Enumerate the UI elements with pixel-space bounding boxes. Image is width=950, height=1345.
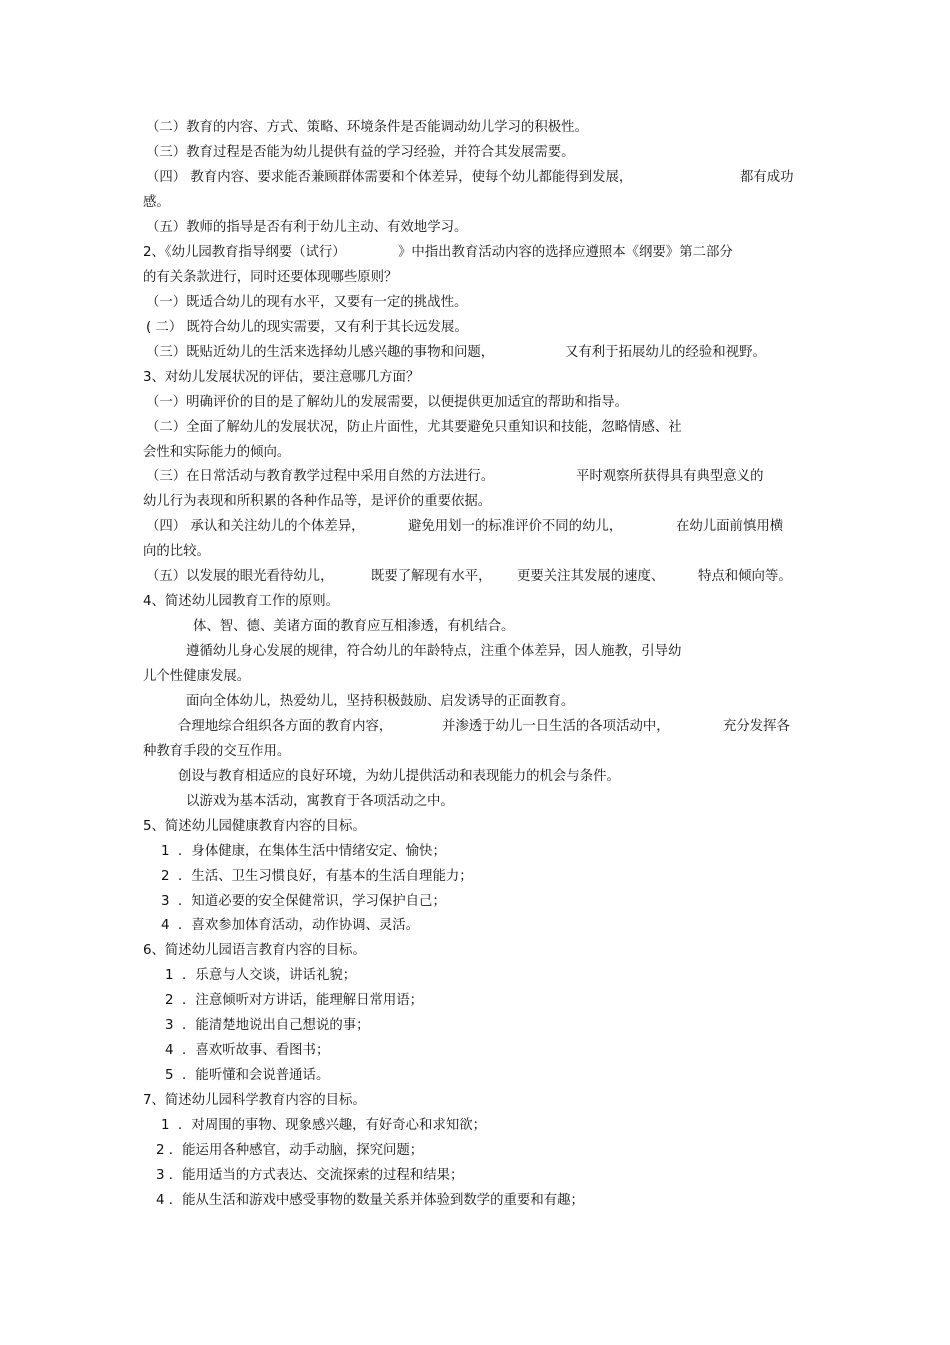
text-line: （三）既贴近幼儿的生活来选择幼儿感兴趣的事物和问题， [146, 345, 495, 360]
text-line: 》中指出教育活动内容的选择应遵照本《纲要》第二部分 [398, 245, 733, 260]
text-line: 3 ．能清楚地说出自己想说的事； [165, 1018, 370, 1033]
text-line: 4 ．喜欢听故事、看图书； [165, 1043, 330, 1058]
text-line: （一）既适合幼儿的现有水平，又要有一定的挑战性。 [146, 295, 468, 310]
text-line: 2、《幼儿园教育指导纲要（试行） [143, 245, 346, 260]
text-line: （二）教育的内容、方式、策略、环境条件是否能调动幼儿学习的积极性。 [146, 120, 588, 135]
text-line: 5、简述幼儿园健康教育内容的目标。 [143, 819, 366, 834]
text-line: 都有成功 [740, 170, 794, 185]
text-line: 1 ．乐意与人交谈，讲话礼貌； [165, 968, 357, 983]
text-line: （三）在日常活动与教育教学过程中采用自然的方法进行。 [146, 469, 495, 484]
text-line: 更要关注其发展的速度、 [517, 569, 665, 584]
text-line: （五）以发展的眼光看待幼儿， [146, 569, 334, 584]
text-line: （三）教育过程是否能为幼儿提供有益的学习经验，并符合其发展需要。 [146, 145, 575, 160]
text-line: 4 ．喜欢参加体育活动，动作协调、灵活。 [161, 918, 420, 933]
text-line: （四） 承认和关注幼儿的个体差异， [146, 519, 365, 534]
text-line: 向的比较。 [143, 544, 210, 559]
text-line: （一）明确评价的目的是了解幼儿的发展需要，以便提供更加适宜的帮助和指导。 [146, 395, 629, 410]
text-line: 会性和实际能力的倾向。 [143, 445, 291, 460]
text-line: ( 二） 既符合幼儿的现实需要，又有利于其长远发展。 [146, 320, 468, 335]
text-line: 儿个性健康发展。 [143, 669, 251, 684]
text-line: 6、简述幼儿园语言教育内容的目标。 [143, 943, 366, 958]
text-line: 既要了解现有水平， [371, 569, 492, 584]
text-line: 在幼儿面前慎用横 [676, 519, 784, 534]
text-line: 3 ．能用适当的方式表达、交流探索的过程和结果； [156, 1168, 464, 1183]
text-line: 遵循幼儿身心发展的规律，符合幼儿的年龄特点，注重个体差异，因人施教，引导幼 [186, 644, 682, 659]
text-line: 5 ．能听懂和会说普通话。 [165, 1068, 330, 1083]
text-line: （二）全面了解幼儿的发展状况，防止片面性，尤其要避免只重知识和技能，忽略情感、社 [146, 420, 682, 435]
text-line: 2 ．注意倾听对方讲话，能理解日常用语； [165, 993, 424, 1008]
text-line: 2 ．能运用各种感官，动手动脑，探究问题； [156, 1143, 424, 1158]
text-line: 平时观察所获得具有典型意义的 [576, 469, 764, 484]
text-line: 2 ．生活、卫生习惯良好，有基本的生活自理能力； [161, 869, 473, 884]
text-line: 面向全体幼儿，热爱幼儿，坚持积极鼓励、启发诱导的正面教育。 [186, 694, 575, 709]
text-line: 种教育手段的交互作用。 [143, 744, 291, 759]
text-line: 体、智、德、美诸方面的教育应互相渗透，有机结合。 [193, 619, 515, 634]
text-line: 幼儿行为表现和所积累的各种作品等，是评价的重要依据。 [143, 494, 492, 509]
text-line: 4 ．能从生活和游戏中感受事物的数量关系并体验到数学的重要和有趣； [156, 1193, 584, 1208]
text-line: 并渗透于幼儿一日生活的各项活动中， [442, 719, 670, 734]
text-line: 7、简述幼儿园科学教育内容的目标。 [143, 1093, 366, 1108]
text-line: 3 ．知道必要的安全保健常识，学习保护自己； [161, 894, 446, 909]
text-line: 又有利于拓展幼儿的经验和视野。 [565, 345, 766, 360]
text-line: 1 ．对周围的事物、现象感兴趣，有好奇心和求知欲； [161, 1118, 487, 1133]
text-line: 避免用划一的标准评价不同的幼儿， [408, 519, 623, 534]
text-line: 4、简述幼儿园教育工作的原则。 [143, 594, 339, 609]
text-line: 特点和倾向等。 [698, 569, 792, 584]
text-line: 合理地综合组织各方面的教育内容， [178, 719, 393, 734]
text-line: 感。 [143, 195, 170, 210]
text-line: 3、对幼儿发展状况的评估，要注意哪几方面？ [143, 370, 420, 385]
text-line: 以游戏为基本活动，寓教育于各项活动之中。 [186, 794, 454, 809]
text-line: （五）教师的指导是否有利于幼儿主动、有效地学习。 [146, 220, 468, 235]
text-line: 1 ．身体健康，在集体生活中情绪安定、愉快； [161, 844, 446, 859]
text-line: 充分发挥各 [723, 719, 790, 734]
text-line: 的有关条款进行，同时还要体现哪些原则？ [143, 270, 398, 285]
text-line: （四） 教育内容、要求能否兼顾群体需要和个体差异，使每个幼儿都能得到发展， [146, 170, 633, 185]
text-line: 创设与教育相适应的良好环境，为幼儿提供活动和表现能力的机会与条件。 [178, 769, 620, 784]
